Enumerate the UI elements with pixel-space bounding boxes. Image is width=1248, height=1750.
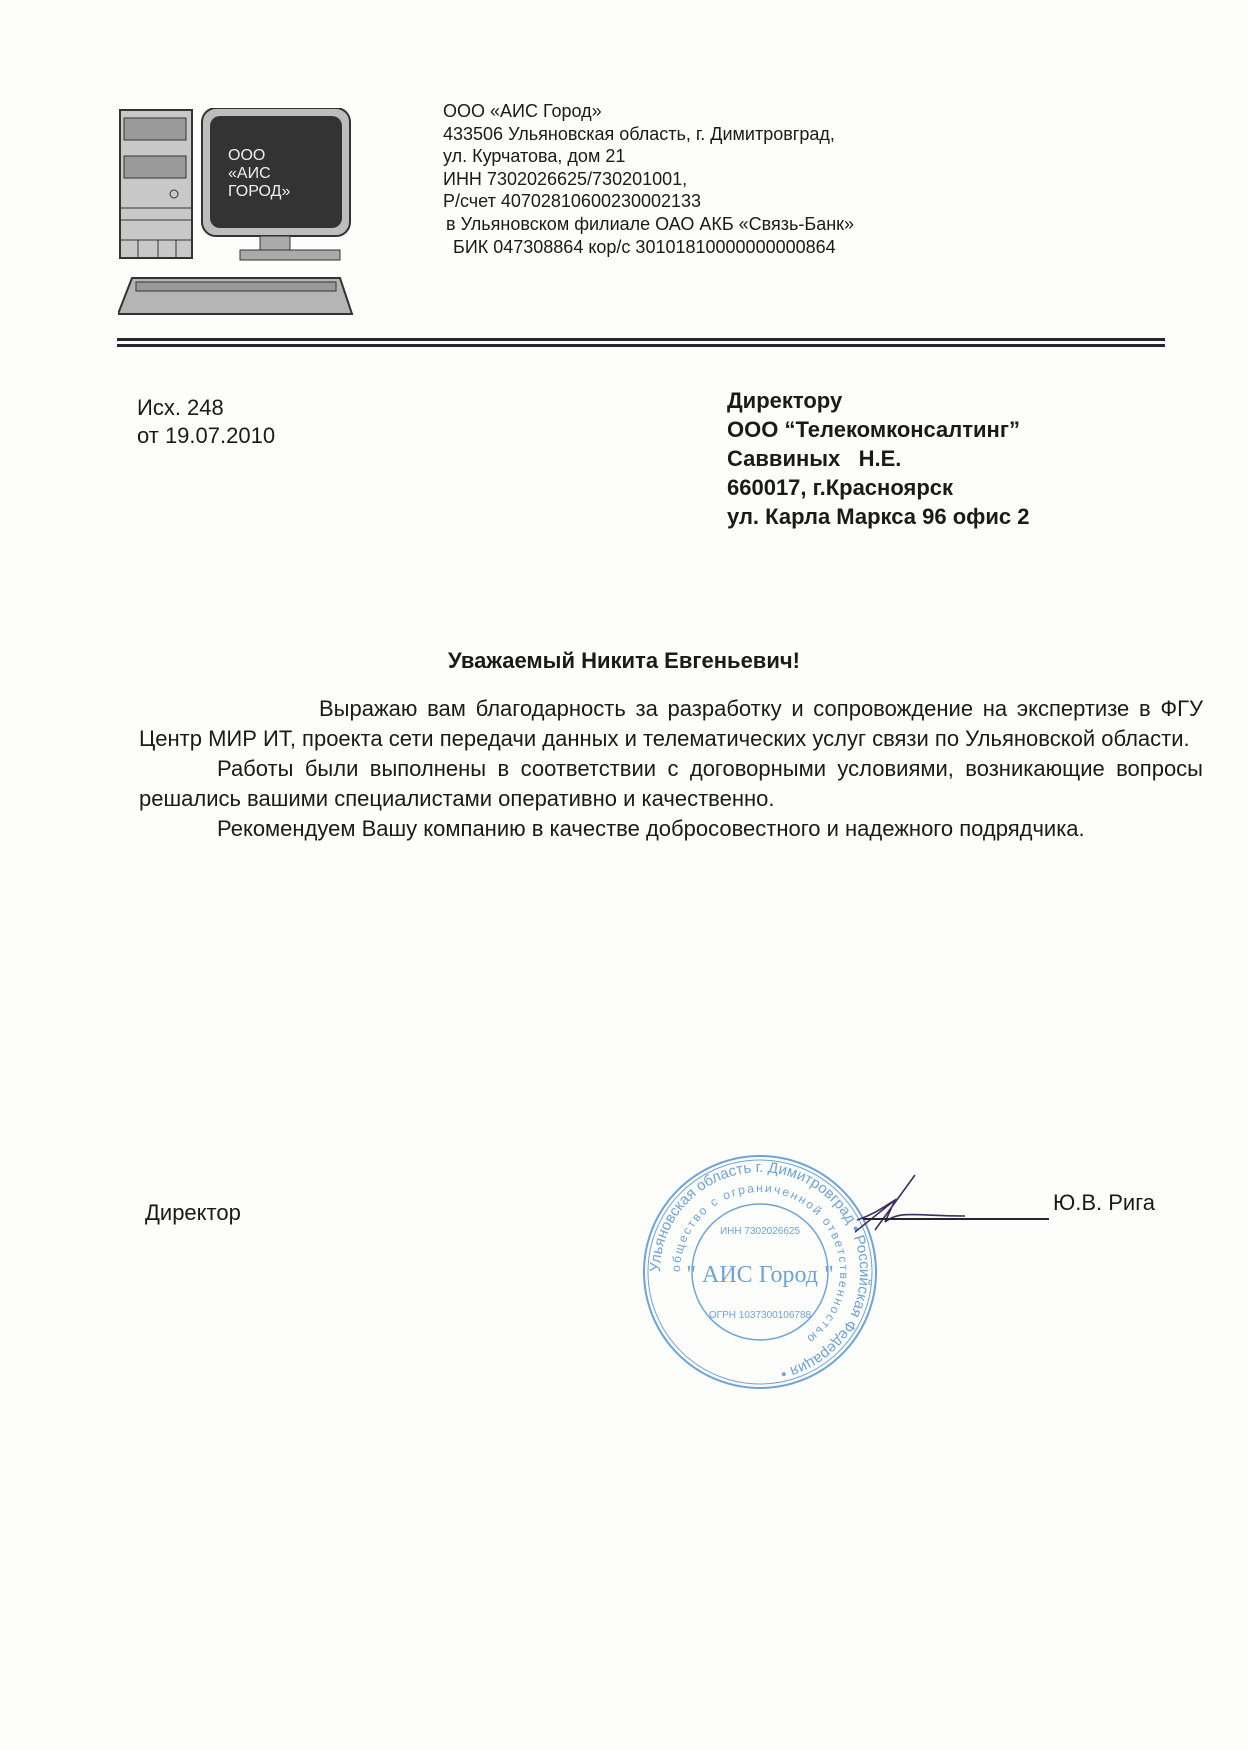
recipient-line: ул. Карла Маркса 96 офис 2 [727,504,1030,529]
outgoing-number: Исх. 248 [137,395,224,420]
recipient-line: Директору [727,388,843,413]
signature-line [863,1218,1049,1220]
sender-bank: в Ульяновском филиале ОАО АКБ «Связь-Банк» [446,213,855,234]
svg-text:ГОРОД»: ГОРОД» [228,183,291,200]
body-paragraph: Выражаю вам благодарность за разработку и сопровождение на экспертизе в ФГУ Центр МИР ИТ, проекта сети передачи данных и телематических услуг связи по Ульяновской области. [139,696,1203,751]
company-stamp [640,1152,880,1392]
outgoing-date: от 19.07.2010 [137,423,276,448]
recipient-line: 660017, г.Красноярск [727,475,954,500]
outgoing-reference [137,394,275,450]
svg-text:ОГРН 1037300106788: ОГРН 1037300106788 [708,1310,812,1321]
recipient-line: ООО “Телекомконсалтинг” [727,417,1021,442]
sender-address-1: 433506 Ульяновская область, г. Димитровград, [443,123,835,144]
sender-account: Р/счет 40702810600230002133 [443,191,702,212]
svg-text:ИНН 7302026625: ИНН 7302026625 [719,1226,801,1237]
sender-name: ООО «АИС Город» [443,101,602,121]
sender-details [443,100,854,258]
svg-text:«АИС: «АИС [228,165,271,182]
recipient-line: Саввиных Н.Е. [727,446,902,471]
svg-text:ООО: ООО [228,147,266,164]
signatory-name: Ю.В. Рига [1053,1190,1155,1215]
letter-body [139,694,1203,844]
body-paragraph: Работы были выполнены в соответствии с договорными условиями, возникающие вопросы решались вашими специалистами оперативно и качественно. [139,756,1203,811]
svg-text:" АИС Город ": " АИС Город " [686,1262,834,1288]
svg-text:Ульяновская область г. Димитро: Ульяновская область г. Димитровград • Российская Федерация • [646,1158,874,1383]
salutation: Уважаемый Никита Евгеньевич! [448,648,800,673]
sender-bik: БИК 047308864 кор/с 30101810000000000864 [453,236,836,257]
handwritten-signature [855,1170,975,1250]
sender-address-2: ул. Курчатова, дом 21 [443,146,626,167]
company-logo [118,108,368,318]
header-divider [117,338,1165,347]
svg-text:общество с ограниченной ответс: общество с ограниченной ответственностью [668,1180,852,1348]
recipient-block [727,386,1030,531]
sender-inn: ИНН 7302026625/730201001, [443,168,688,189]
signoff-title: Директор [145,1200,241,1225]
body-paragraph: Рекомендуем Вашу компанию в качестве добросовестного и надежного подрядчика. [217,816,1085,841]
